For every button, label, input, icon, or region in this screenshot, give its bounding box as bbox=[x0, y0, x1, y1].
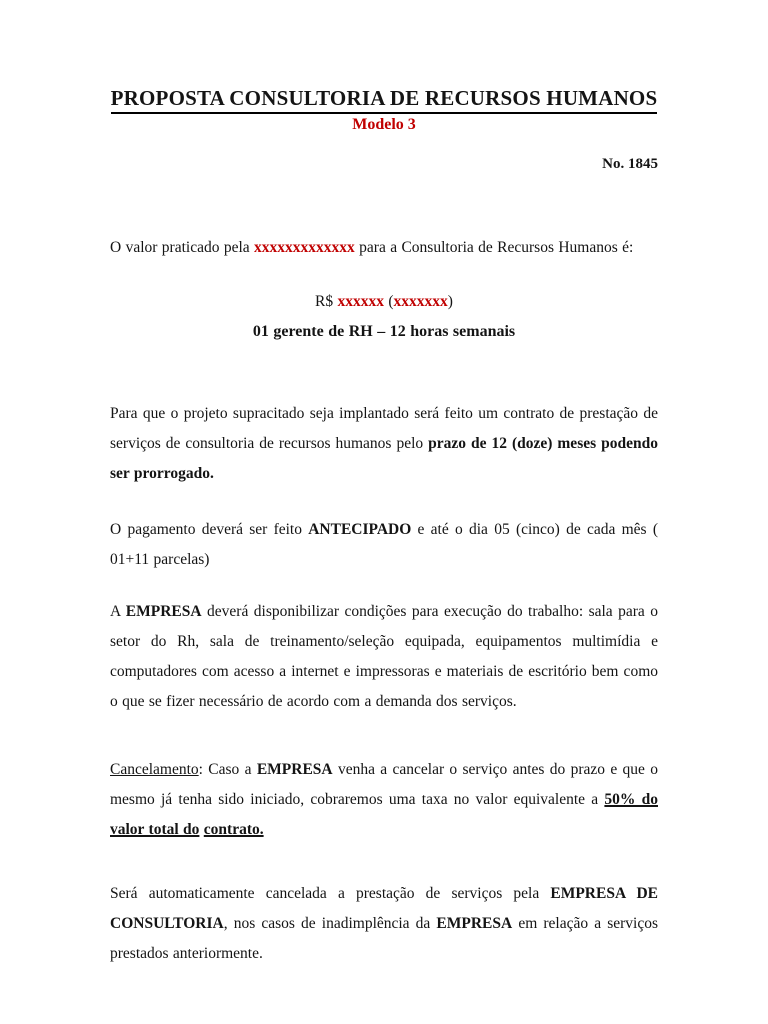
contract-paragraph bbox=[110, 399, 658, 489]
document-number: No. 1845 bbox=[602, 156, 658, 173]
text-run: e até o dia 05 (cinco) de cada mês ( 01+11 parcelas) bbox=[110, 521, 658, 569]
text-run: EMPRESA bbox=[256, 761, 333, 779]
text-run: EMPRESA DE CONSULTORIA bbox=[110, 885, 658, 933]
text-run: ) bbox=[447, 293, 453, 311]
text-run: Será automaticamente cancelada a prestação de serviços pela bbox=[110, 885, 551, 903]
text-run: xxxxxx bbox=[337, 293, 384, 311]
text-run: EMPRESA bbox=[125, 603, 202, 621]
text-run: ANTECIPADO bbox=[308, 521, 412, 539]
text-run: O pagamento deverá ser feito bbox=[110, 521, 309, 539]
text-run: Cancelamento bbox=[110, 761, 199, 779]
text-run: , nos casos de inadimplência da bbox=[223, 915, 437, 933]
text-run: 50% do valor total do bbox=[110, 791, 658, 839]
text-run: R$ bbox=[315, 293, 338, 311]
text-run: A bbox=[110, 603, 126, 621]
price-line bbox=[110, 287, 658, 317]
text-run: xxxxxxxxxxxxx bbox=[254, 239, 355, 257]
intro-line bbox=[110, 233, 658, 263]
text-run: EMPRESA bbox=[436, 915, 513, 933]
text-run: ( bbox=[384, 293, 394, 311]
text-run: Para que o projeto supracitado seja implantado será feito um contrato de prestação de serviços de consultoria de recursos humanos pelo bbox=[110, 405, 658, 453]
model-subtitle: Modelo 3 bbox=[352, 116, 416, 134]
text-run: O valor praticado pela bbox=[110, 239, 255, 257]
text-run: deverá disponibilizar condições para execução do trabalho: sala para o setor do Rh, sala de treinamento/seleção equipada, equipamentos multimídia e computadores com acesso a internet e impressoras e materiais de escritório bem como o que se fizer necessário de acordo com a demanda dos serviços. bbox=[110, 603, 658, 711]
page-title-text: PROPOSTA CONSULTORIA DE RECURSOS HUMANOS bbox=[111, 86, 658, 114]
text-run: contrato. bbox=[203, 821, 264, 839]
text-run: para a Consultoria de Recursos Humanos é: bbox=[354, 239, 634, 257]
text-run: venha a cancelar o serviço antes do prazo e que o mesmo já tenha sido iniciado, cobraremos uma taxa no valor equivalente a bbox=[110, 761, 659, 809]
conditions-paragraph bbox=[110, 597, 658, 717]
cancellation-paragraph bbox=[110, 755, 658, 845]
role-line bbox=[110, 317, 658, 347]
payment-paragraph bbox=[110, 515, 658, 575]
text-run: : Caso a bbox=[198, 761, 257, 779]
text-run: 01 gerente de RH – 12 horas semanais bbox=[252, 323, 516, 341]
document-body bbox=[110, 233, 658, 969]
text-run: xxxxxxx bbox=[393, 293, 448, 311]
page-title bbox=[110, 86, 658, 110]
text-run: prazo de 12 (doze) meses podendo ser prorrogado. bbox=[110, 435, 658, 483]
termination-paragraph bbox=[110, 879, 658, 969]
text-run: em relação a serviços prestados anteriormente. bbox=[110, 915, 658, 963]
